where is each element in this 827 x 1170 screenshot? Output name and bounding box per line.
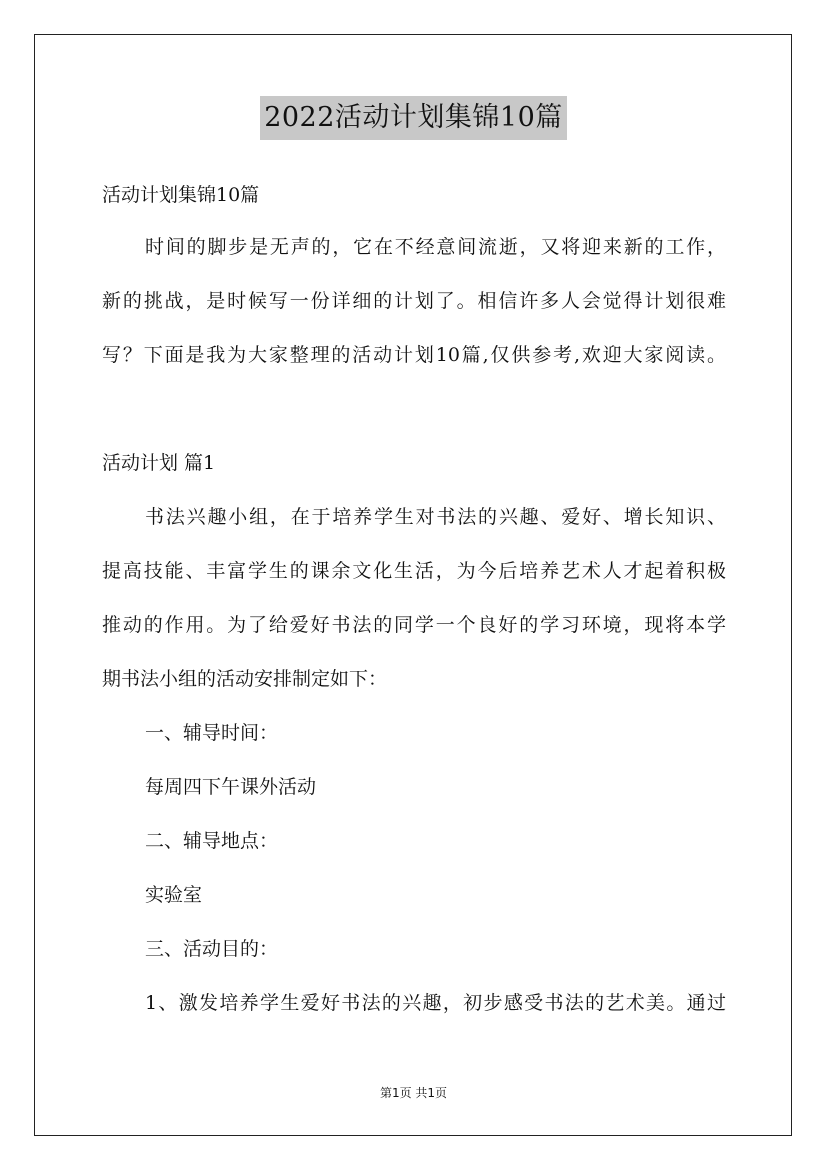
- intro-line-1: 时间的脚步是无声的，它在不经意间流逝，又将迎来新的工作，: [145, 236, 726, 258]
- intro-line-2: 新的挑战，是时候写一份详细的计划了。相信许多人会觉得计划很难: [102, 290, 726, 312]
- section-line-1: 书法兴趣小组，在于培养学生对书法的兴趣、爱好、增长知识、: [145, 506, 726, 528]
- item-tutoring-place-value: 实验室: [145, 884, 203, 906]
- section-line-2: 提高技能、丰富学生的课余文化生活，为今后培养艺术人才起着积极: [102, 560, 726, 582]
- intro-line-3: 写？下面是我为大家整理的活动计划10篇,仅供参考,欢迎大家阅读。: [102, 344, 726, 366]
- page-footer: [0, 1084, 827, 1101]
- section-line-3: 推动的作用。为了给爱好书法的同学一个良好的学习环境，现将本学: [102, 614, 726, 636]
- item-tutoring-time-value: 每周四下午课外活动: [145, 776, 317, 798]
- page-number: 第1页 共1页: [379, 1086, 448, 1100]
- title-wrap: [0, 96, 827, 140]
- item-purpose-heading: 三、活动目的：: [145, 938, 279, 960]
- item-purpose-line-1: 1、激发培养学生爱好书法的兴趣，初步感受书法的艺术美。通过: [145, 992, 726, 1014]
- item-tutoring-place-heading: 二、辅导地点：: [145, 830, 279, 852]
- section-heading: 活动计划 篇1: [102, 452, 216, 474]
- document-subtitle: 活动计划集锦10篇: [102, 184, 260, 206]
- section-line-4: 期书法小组的活动安排制定如下：: [102, 668, 388, 690]
- document-title: 2022活动计划集锦10篇: [260, 96, 567, 140]
- item-tutoring-time-heading: 一、辅导时间：: [145, 722, 279, 744]
